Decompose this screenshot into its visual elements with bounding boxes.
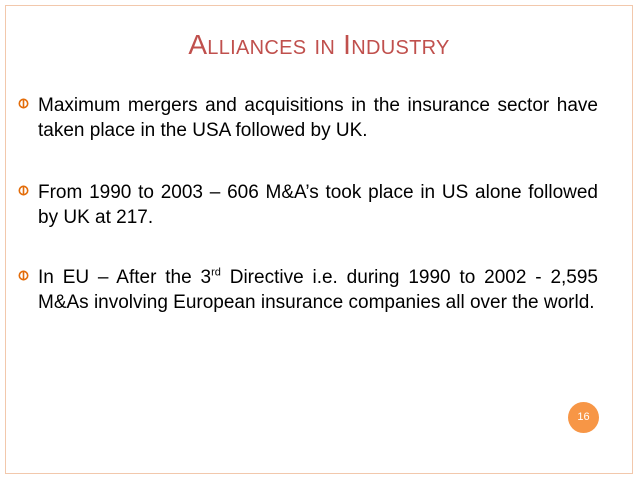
bullet-icon [18,98,29,109]
bullet-text-before: In EU – After the 3 [38,267,212,288]
slide-title: Alliances in Industry [188,29,450,60]
bullet-text [38,265,598,315]
bullet-text: From 1990 to 2003 – 606 M&A’s took place in US alone followed by UK at 217. [38,182,598,228]
bullet-text: Maximum mergers and acquisitions in the insurance sector have taken place in the USA followed by UK. [38,95,598,141]
page-number-badge: 16 [568,402,599,433]
bullet-icon [18,185,29,196]
ordinal-superscript: rd [211,266,221,279]
bullet-icon [18,270,29,281]
bullet-text-after: Directive i.e. during 1990 to 2002 - 2,595 M&As involving European insurance companies all over the world. [38,267,598,313]
